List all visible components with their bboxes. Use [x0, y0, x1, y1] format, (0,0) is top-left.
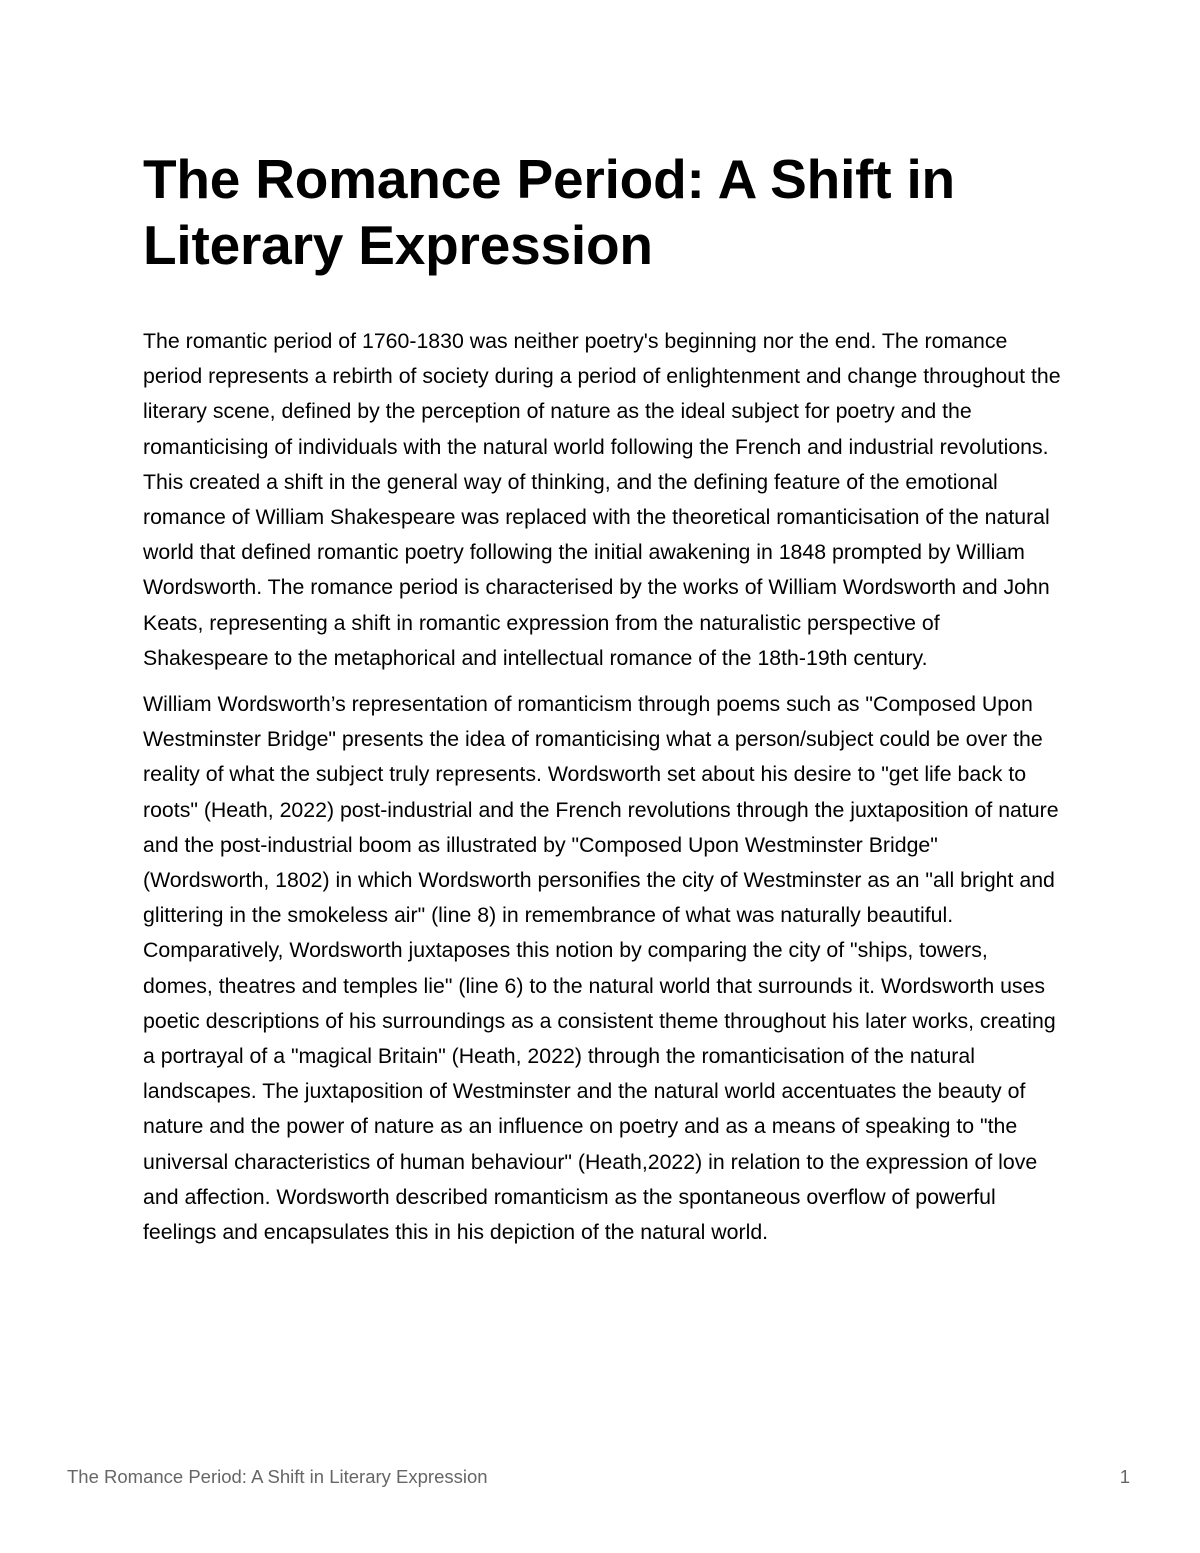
paragraph-intro: The romantic period of 1760-1830 was neither poetry's beginning nor the end. The romance period represents a rebirth of society during a period of enlightenment and change throughout the literary scene, defined by the perception of nature as the ideal subject for poetry and the romanticising of individuals with the natural world following the French and industrial revolutions. This created a shift in the general way of thinking, and the defining feature of the emotional romance of William Shakespeare was replaced with the theoretical romanticisation of the natural world that defined romantic poetry following the initial awakening in 1848 prompted by William Wordsworth. The romance period is characterised by the works of William Wordsworth and John Keats, representing a shift in romantic expression from the naturalistic perspective of Shakespeare to the metaphorical and intellectual romance of the 18th-19th century. [143, 329, 1061, 670]
page-number: 1 [1119, 1466, 1130, 1487]
paragraph-wordsworth: William Wordsworth’s representation of romanticism through poems such as "Composed Upon Westminster Bridge" presents the idea of romanticising what a person/subject could be over the reality of what the subject truly represents. Wordsworth set about his desire to "get life back to roots" (Heath, 2022) post-industrial and the French revolutions through the juxtaposition of nature and the post-industrial boom as illustrated by "Composed Upon Westminster Bridge" (Wordsworth, 1802) in which Wordsworth personifies the city of Westminster as an "all bright and glittering in the smokeless air" (line 8) in remembrance of what was naturally beautiful. Comparatively, Wordsworth juxtaposes this notion by comparing the city of "ships, towers, domes, theatres and temples lie" (line 6) to the natural world that surrounds it. Wordsworth uses poetic descriptions of his surroundings as a consistent theme throughout his later works, creating a portrayal of a "magical Britain" (Heath, 2022) through the romanticisation of the natural landscapes. The juxtaposition of Westminster and the natural world accentuates the beauty of nature and the power of nature as an influence on poetry and as a means of speaking to "the universal characteristics of human behaviour" (Heath,2022) in relation to the expression of love and affection. Wordsworth described romanticism as the spontaneous overflow of powerful feelings and encapsulates this in his depiction of the natural world. [143, 692, 1059, 1245]
page-footer [67, 1466, 1130, 1488]
document-title: The Romance Period: A Shift in Literary Expression [143, 148, 955, 276]
document-body [143, 146, 1061, 1250]
footer-title: The Romance Period: A Shift in Literary Expression [67, 1466, 488, 1487]
